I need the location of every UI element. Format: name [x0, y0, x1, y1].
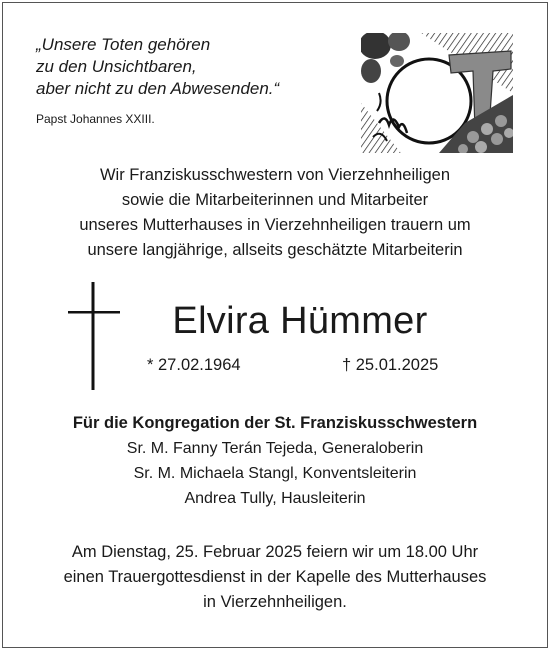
signer-line-1: Sr. M. Fanny Terán Tejeda, Generaloberin	[126, 440, 424, 457]
quote-line-1: „Unsere Toten gehören	[36, 35, 211, 54]
service-announcement	[0, 540, 550, 615]
intro-text	[0, 163, 550, 263]
death-date: † 25.01.2025	[342, 356, 439, 374]
intro-line-2: sowie die Mitarbeiterinnen und Mitarbeiter	[121, 191, 429, 209]
signers-block	[0, 411, 550, 511]
signer-line-3: Andrea Tully, Hausleiterin	[184, 490, 366, 507]
cross-icon	[68, 282, 120, 390]
quote-line-2: zu den Unsichtbaren,	[36, 57, 197, 76]
service-line-3: in Vierzehnheiligen.	[203, 593, 347, 611]
signers-heading: Für die Kongregation der St. Franziskusschwestern	[72, 414, 478, 432]
service-line-2: einen Trauergottesdienst in der Kapelle des Mutterhauses	[63, 568, 487, 586]
intro-line-4: unsere langjährige, allseits geschätzte Mitarbeiterin	[87, 241, 463, 259]
intro-line-1: Wir Franziskusschwestern von Vierzehnheiligen	[99, 166, 450, 184]
intro-line-3: unseres Mutterhauses in Vierzehnheiligen trauern um	[79, 216, 471, 234]
birth-date: * 27.02.1964	[147, 356, 241, 374]
signer-line-2: Sr. M. Michaela Stangl, Konventsleiterin	[133, 465, 417, 482]
service-line-1: Am Dienstag, 25. Februar 2025 feiern wir um 18.00 Uhr	[71, 543, 479, 561]
quote-author: Papst Johannes XXIII.	[36, 112, 155, 126]
deceased-name: Elvira Hümmer	[172, 300, 428, 342]
franciscan-tau-emblem-icon	[361, 33, 513, 153]
quote-line-3: aber nicht zu den Abwesenden.“	[36, 79, 280, 98]
quote-block	[36, 34, 336, 126]
